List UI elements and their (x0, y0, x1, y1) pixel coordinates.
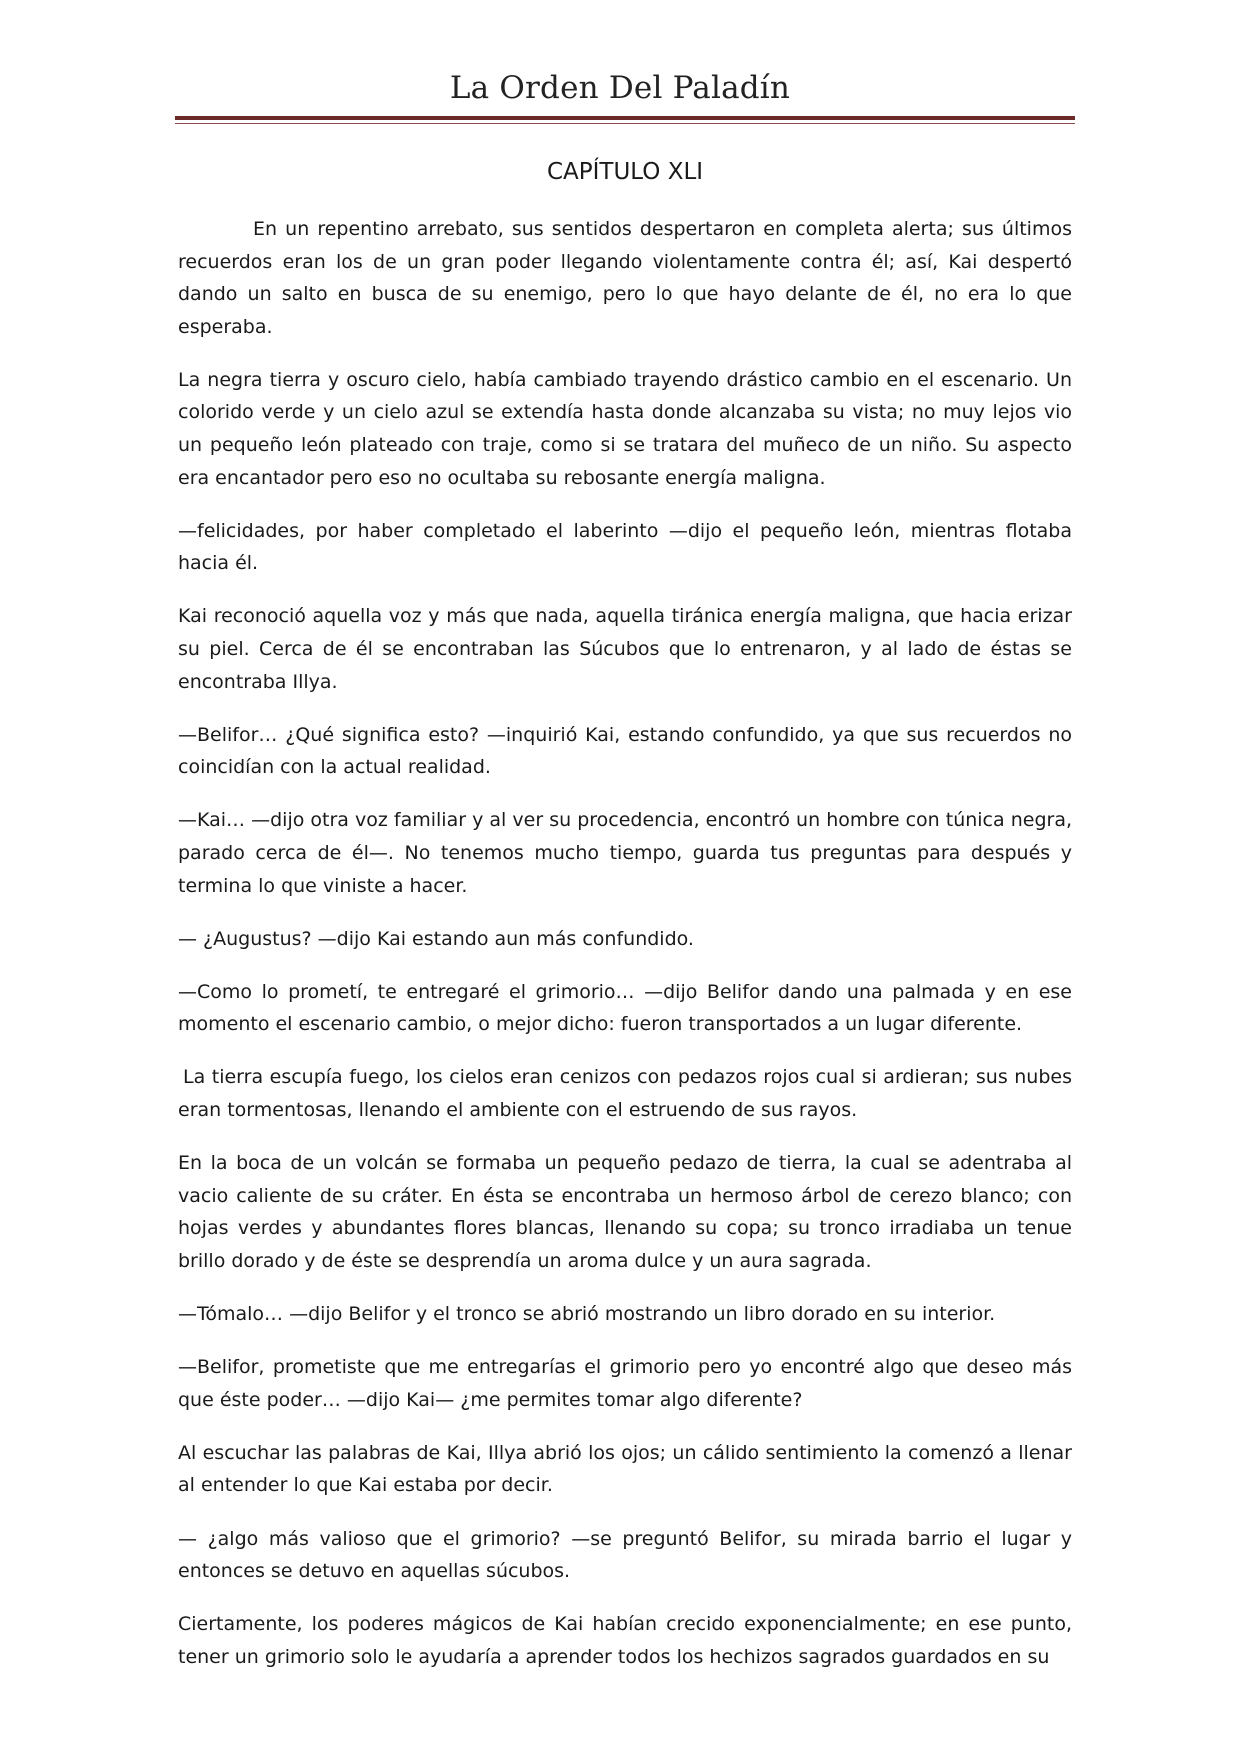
paragraph: Kai reconoció aquella voz y más que nada, aquella tiránica energía maligna, que hacia erizar su piel. Cerca de él se encontraban las Súcubos que lo entrenaron, y al lado de éstas se encontraba Illya. (178, 605, 1072, 693)
paragraph: —Tómalo… —dijo Belifor y el tronco se abrió mostrando un libro dorado en su interior. (178, 1303, 996, 1326)
paragraph: —Como lo prometí, te entregaré el grimorio… —dijo Belifor dando una palmada y en ese momento el escenario cambio, o mejor dicho: fueron transportados a un lugar diferente. (178, 980, 1072, 1036)
header-rule-thick (175, 116, 1075, 120)
paragraph: La negra tierra y oscuro cielo, había cambiado trayendo drástico cambio en el escenario. Un colorido verde y un cielo azul se extendía hasta donde alcanzaba su vista; no muy lejos vio un pequeño león plateado con traje, como si se tratara del muñeco de un niño. Su aspecto era encantador pero eso no ocultaba su rebosante energía maligna. (178, 368, 1072, 489)
header-rule-thin (175, 123, 1075, 124)
paragraph: —Kai… —dijo otra voz familiar y al ver su procedencia, encontró un hombre con túnica negra, parado cerca de él—. No tenemos mucho tiempo, guarda tus preguntas para después y termina lo que viniste a hacer. (178, 809, 1072, 897)
body-text (178, 213, 1072, 1694)
paragraph: Ciertamente, los poderes mágicos de Kai habían crecido exponencialmente; en ese punto, tener un grimorio solo le ayudaría a aprender todos los hechizos sagrados guardados en su (178, 1613, 1072, 1668)
paragraph: La tierra escupía fuego, los cielos eran cenizos con pedazos rojos cual si ardieran; sus nubes eran tormentosas, llenando el ambiente con el estruendo de sus rayos. (178, 1066, 1072, 1122)
running-header-title: La Orden Del Paladín (449, 70, 791, 106)
chapter-title: CAPÍTULO XLI (546, 159, 704, 185)
paragraph: —felicidades, por haber completado el laberinto —dijo el pequeño león, mientras flotaba hacia él. (178, 519, 1072, 575)
paragraph: —Belifor, prometiste que me entregarías el grimorio pero yo encontré algo que deseo más que éste poder… —dijo Kai— ¿me permites tomar algo diferente? (178, 1356, 1072, 1411)
paragraph: —Belifor… ¿Qué significa esto? —inquirió Kai, estando confundido, ya que sus recuerdos no coincidían con la actual realidad. (178, 723, 1072, 779)
paragraph: — ¿algo más valioso que el grimorio? —se preguntó Belifor, su mirada barrio el lugar y entonces se detuvo en aquellas súcubos. (178, 1527, 1072, 1583)
paragraph: — ¿Augustus? —dijo Kai estando aun más confundido. (178, 927, 694, 950)
paragraph: En la boca de un volcán se formaba un pequeño pedazo de tierra, la cual se adentraba al vacio caliente de su cráter. En ésta se encontraba un hermoso árbol de cerezo blanco; con hojas verdes y abundantes flores blancas, llenando su copa; su tronco irradiaba un tenue brillo dorado y de éste se desprendía un aroma dulce y un aura sagrada. (178, 1152, 1072, 1272)
paragraph: En un repentino arrebato, sus sentidos despertaron en completa alerta; sus últimos recuerdos eran los de un gran poder llegando violentamente contra él; así, Kai despertó dando un salto en busca de su enemigo, pero lo que hayo delante de él, no era lo que esperaba. (178, 218, 1072, 338)
paragraph: Al escuchar las palabras de Kai, Illya abrió los ojos; un cálido sentimiento la comenzó a llenar al entender lo que Kai estaba por decir. (178, 1441, 1072, 1497)
